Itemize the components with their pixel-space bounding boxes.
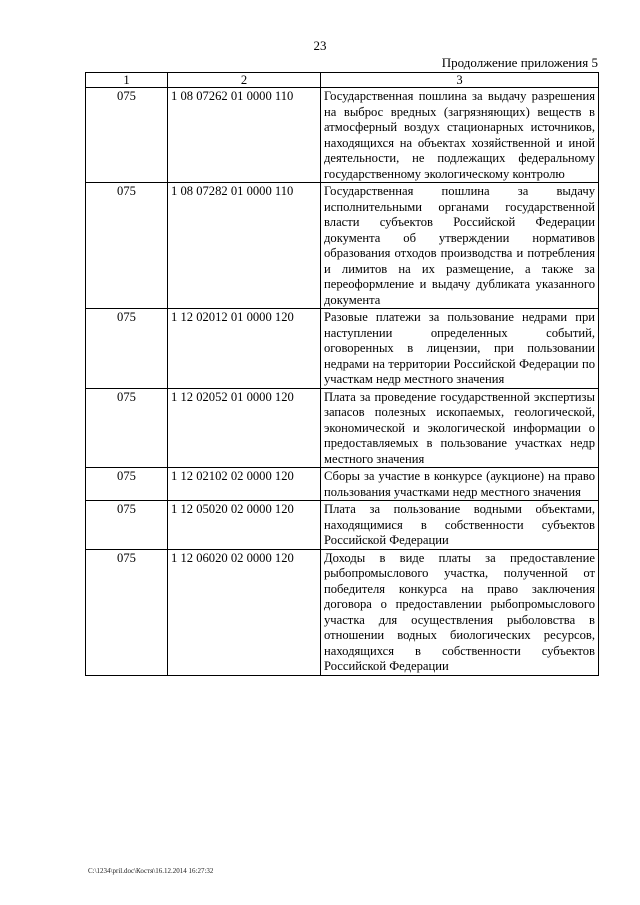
continuation-label: Продолжение приложения 5 xyxy=(441,55,598,70)
budget-code-cell: 1 12 05020 02 0000 120 xyxy=(168,501,321,550)
admin-code-cell: 075 xyxy=(86,88,168,183)
table-row xyxy=(86,549,599,675)
description-cell: Государственная пошлина за выдачу исполнительными органами государственной власти субъектов Российской Федерации документа об утверждении нормативов образования отходов производства и потребления и лимитов на их размещение, а также за переоформление и выдачу дубликата указанного документа xyxy=(321,183,599,309)
table-row xyxy=(86,468,599,501)
admin-code-cell: 075 xyxy=(86,468,168,501)
appendix-table xyxy=(85,72,599,676)
description-cell: Разовые платежи за пользование недрами при наступлении определенных событий, оговоренных в лицензии, при пользовании недрами на территории Российской Федерации по участкам недр местного значения xyxy=(321,309,599,389)
column-header: 2 xyxy=(168,73,321,88)
description-cell: Государственная пошлина за выдачу разрешения на выброс вредных (загрязняющих) веществ в атмосферный воздух стационарных источников, находящихся на объектах хозяйственной и иной деятельности, не подлежащих федеральному государственному экологическому контролю xyxy=(321,88,599,183)
description-cell: Плата за пользование водными объектами, находящимися в собственности субъектов Российской Федерации xyxy=(321,501,599,550)
admin-code-cell: 075 xyxy=(86,549,168,675)
table-row xyxy=(86,88,599,183)
description-cell: Доходы в виде платы за предоставление рыбопромыслового участка, полученной от победителя конкурса на право заключения договора о предоставлении рыбопромыслового участка для осуществления рыболовства в отношении водных биологических ресурсов, находящихся в собственности субъектов Российской Федерации xyxy=(321,549,599,675)
budget-code-cell: 1 12 06020 02 0000 120 xyxy=(168,549,321,675)
budget-code-cell: 1 12 02012 01 0000 120 xyxy=(168,309,321,389)
table-header-row xyxy=(86,73,599,88)
admin-code-cell: 075 xyxy=(86,309,168,389)
admin-code-cell: 075 xyxy=(86,501,168,550)
table-row xyxy=(86,388,599,468)
admin-code-cell: 075 xyxy=(86,183,168,309)
table-row xyxy=(86,183,599,309)
budget-code-cell: 1 08 07262 01 0000 110 xyxy=(168,88,321,183)
page-number: 23 xyxy=(313,38,327,53)
file-path-footer: C:\1234\pril.doc\Костя\16.12.2014 16:27:32 xyxy=(88,867,214,875)
budget-code-cell: 1 08 07282 01 0000 110 xyxy=(168,183,321,309)
admin-code-cell: 075 xyxy=(86,388,168,468)
column-header: 3 xyxy=(321,73,599,88)
description-cell: Сборы за участие в конкурсе (аукционе) на право пользования участками недр местного значения xyxy=(321,468,599,501)
budget-code-cell: 1 12 02052 01 0000 120 xyxy=(168,388,321,468)
description-cell: Плата за проведение государственной экспертизы запасов полезных ископаемых, геологической, экономической и экологической информации о предоставляемых в пользование участках недр местного значения xyxy=(321,388,599,468)
budget-code-cell: 1 12 02102 02 0000 120 xyxy=(168,468,321,501)
table-row xyxy=(86,309,599,389)
table-row xyxy=(86,501,599,550)
column-header: 1 xyxy=(86,73,168,88)
